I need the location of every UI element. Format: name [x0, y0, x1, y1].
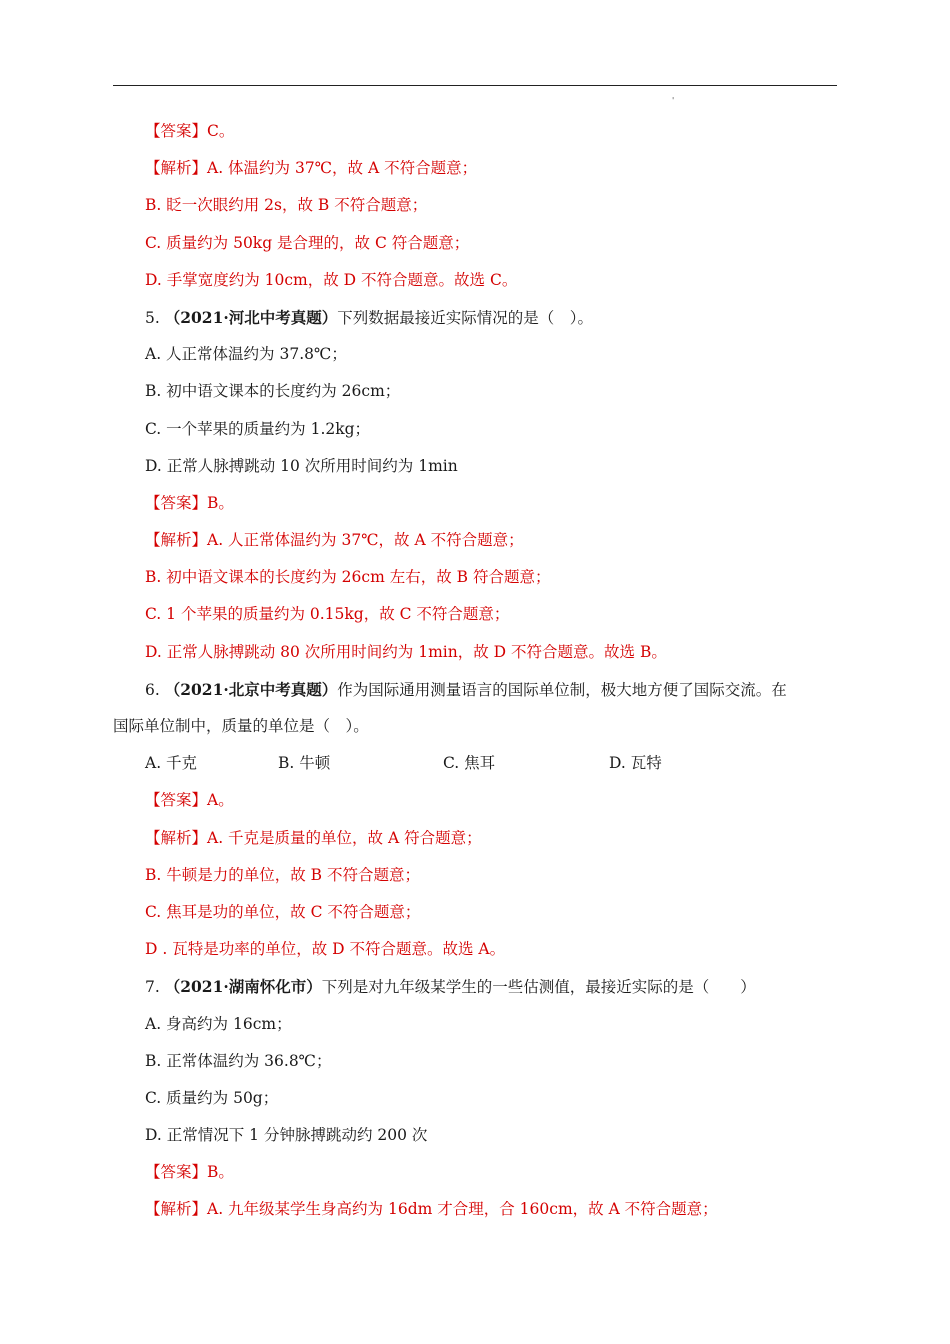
question-5-stem: 5. （2021·河北中考真题）下列数据最接近实际情况的是（ ）。 — [145, 307, 594, 327]
answer-line: 【答案】A。 — [145, 791, 234, 810]
analysis-line: 【解析】A. 九年级某学生身高约为 16dm 才合理，合 160cm，故 A 不符合题意； — [145, 1200, 718, 1219]
option-line: B. 初中语文课本的长度约为 26cm； — [145, 382, 401, 401]
option-line: D. 正常情况下 1 分钟脉搏跳动约 200 次 — [145, 1126, 428, 1145]
option-a: A. 千克 — [145, 754, 198, 773]
analysis-line: C. 1 个苹果的质量约为 0.15kg，故 C 不符合题意； — [145, 605, 510, 624]
question-7-stem: 7. （2021·湖南怀化市）下列是对九年级某学生的一些估测值，最接近实际的是（ ） — [145, 977, 756, 997]
option-line: A. 人正常体温约为 37.8℃； — [145, 345, 347, 364]
option-row — [113, 745, 843, 782]
analysis-line: C. 焦耳是功的单位，故 C 不符合题意； — [145, 902, 421, 921]
question-6-stem-cont: 国际单位制中，质量的单位是（ ）。 — [113, 717, 369, 735]
option-line: C. 一个苹果的质量约为 1.2kg； — [145, 419, 371, 438]
analysis-line: B. 初中语文课本的长度约为 26cm 左右，故 B 符合题意； — [145, 568, 551, 587]
analysis-line: D. 手掌宽度约为 10cm，故 D 不符合题意。故选 C。 — [145, 270, 518, 289]
question-6-stem: 6. （2021·北京中考真题）作为国际通用测量语言的国际单位制，极大地方便了国际交流。在 — [145, 679, 787, 699]
answer-line: 【答案】B。 — [145, 1163, 234, 1182]
option-b: B. 牛顿 — [278, 754, 331, 773]
analysis-line: B. 眨一次眼约用 2s，故 B 不符合题意； — [145, 196, 428, 215]
analysis-line: 【解析】A. 千克是质量的单位，故 A 符合题意； — [145, 828, 482, 847]
option-line: B. 正常体温约为 36.8℃； — [145, 1051, 332, 1070]
header-mark: ' — [672, 96, 675, 105]
analysis-line: 【解析】A. 人正常体温约为 37℃，故 A 不符合题意； — [145, 531, 524, 550]
answer-line: 【答案】C。 — [145, 122, 235, 140]
document-body — [113, 113, 843, 1229]
option-line: D. 正常人脉搏跳动 10 次所用时间约为 1min — [145, 456, 458, 475]
option-d: D. 瓦特 — [609, 754, 662, 773]
option-line: A. 身高约为 16cm； — [145, 1014, 292, 1033]
analysis-line: C. 质量约为 50kg 是合理的，故 C 符合题意； — [145, 233, 470, 252]
answer-line: 【答案】B。 — [145, 493, 234, 512]
analysis-line: D. 正常人脉搏跳动 80 次所用时间约为 1min，故 D 不符合题意。故选 B。 — [145, 642, 667, 661]
analysis-line: B. 牛顿是力的单位，故 B 不符合题意； — [145, 865, 420, 884]
analysis-line: 【解析】A. 体温约为 37℃，故 A 不符合题意； — [145, 159, 478, 178]
option-line: C. 质量约为 50g； — [145, 1088, 279, 1107]
analysis-line: D . 瓦特是功率的单位，故 D 不符合题意。故选 A。 — [145, 940, 506, 959]
option-c: C. 焦耳 — [443, 754, 496, 773]
header-rule — [113, 85, 837, 86]
